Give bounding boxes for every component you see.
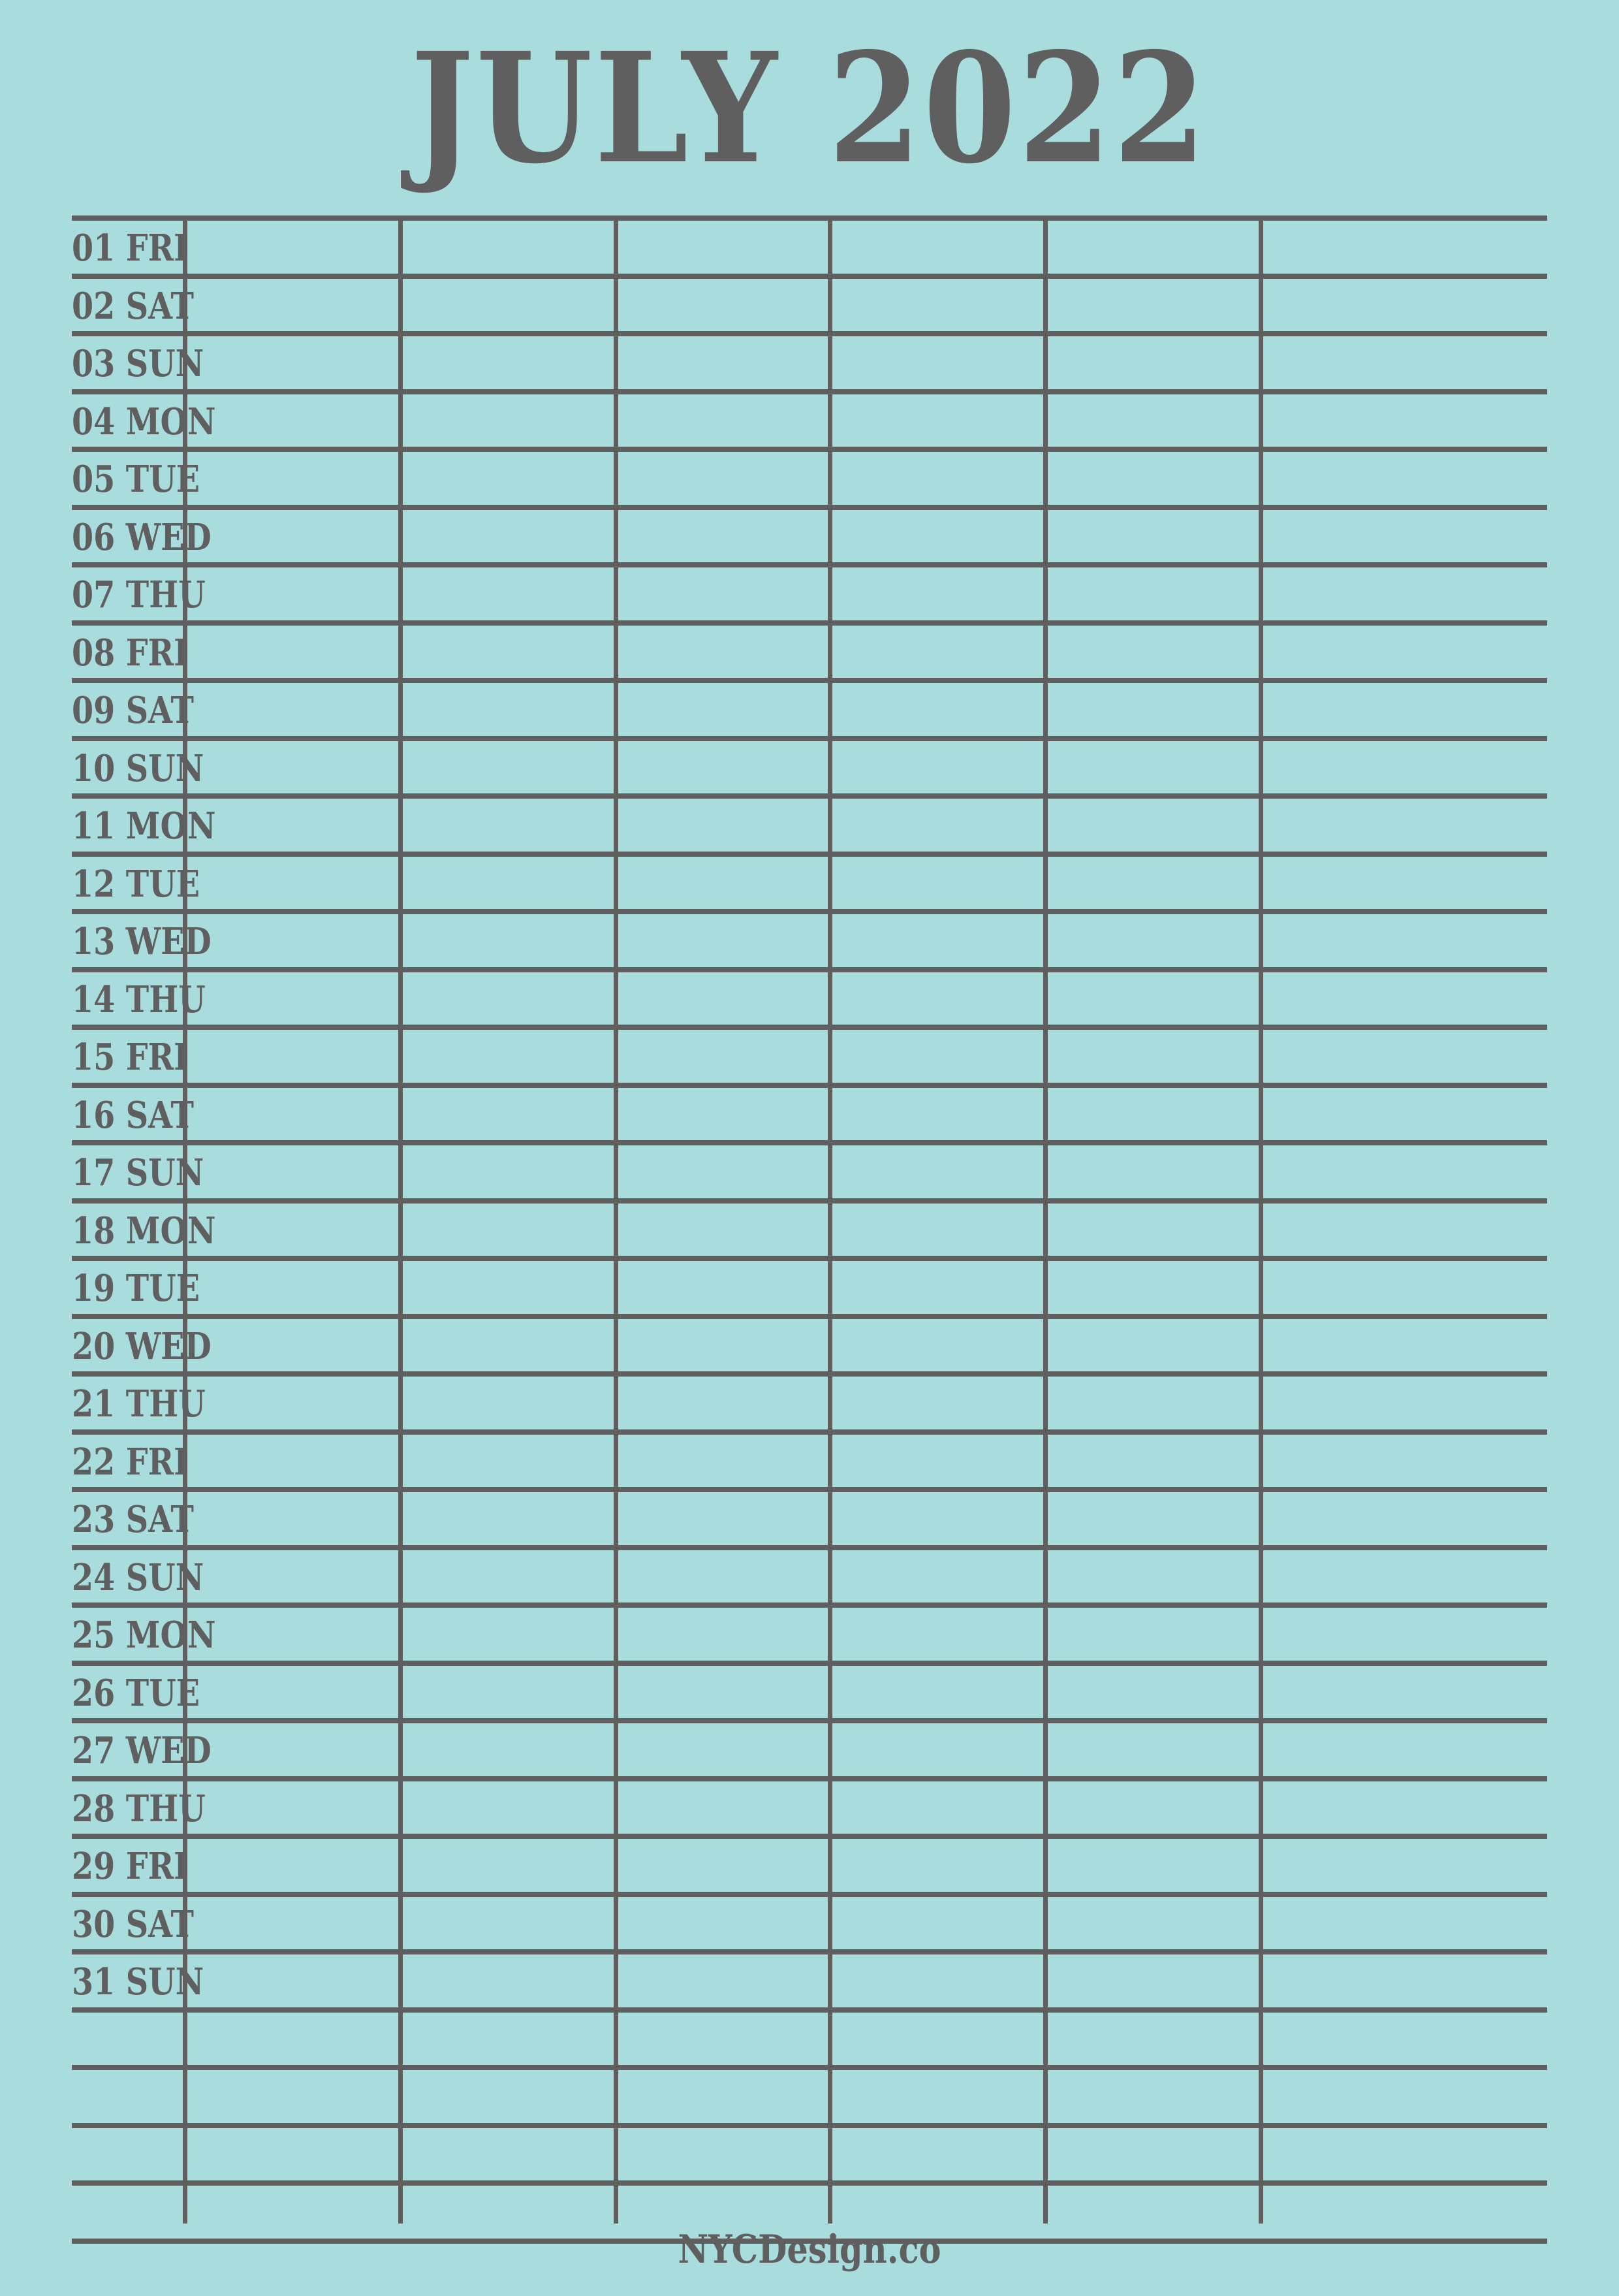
day-label: 31 SUN [72,1960,204,2003]
column-divider [828,215,832,2224]
day-label: 09 SAT [72,689,194,732]
row-divider [72,1602,1547,1608]
row-divider [72,1834,1547,1839]
row-divider [72,505,1547,510]
day-label: 26 TUE [72,1671,200,1715]
column-divider [614,215,618,2224]
day-label: 05 TUE [72,458,200,501]
row-divider [72,1371,1547,1377]
row-divider [72,1429,1547,1435]
row-divider [72,1256,1547,1261]
day-label: 14 THU [72,978,206,1021]
row-divider [72,331,1547,336]
row-divider [72,736,1547,741]
row-divider [72,1661,1547,1666]
row-divider [72,389,1547,394]
row-divider [72,1140,1547,1145]
day-label: 06 WED [72,515,212,559]
row-divider [72,1083,1547,1088]
row-divider [72,447,1547,452]
row-divider [72,620,1547,626]
day-label: 21 THU [72,1382,206,1426]
row-divider [72,852,1547,857]
day-label: 28 THU [72,1787,206,1830]
row-divider [72,909,1547,914]
row-divider [72,274,1547,279]
day-label: 18 MON [72,1209,216,1252]
row-divider [72,1314,1547,1319]
row-divider [72,1949,1547,1954]
day-label: 23 SAT [72,1498,194,1541]
row-divider [72,678,1547,683]
row-divider [72,2007,1547,2013]
day-label: 12 TUE [72,862,200,906]
day-label: 13 WED [72,920,212,963]
row-divider [72,2180,1547,2186]
day-label: 15 FRI [72,1036,189,1079]
column-divider [1043,215,1048,2224]
row-divider [72,1487,1547,1492]
day-label: 17 SUN [72,1151,204,1194]
day-label: 02 SAT [72,284,194,328]
day-label: 10 SUN [72,746,204,790]
day-label: 11 MON [72,805,216,848]
day-label: 24 SUN [72,1555,204,1599]
day-label: 20 WED [72,1324,212,1368]
row-divider [72,1545,1547,1550]
row-divider [72,2065,1547,2070]
row-divider [72,1198,1547,1204]
day-label: 04 MON [72,400,216,443]
day-label: 16 SAT [72,1093,194,1137]
day-label: 27 WED [72,1729,212,1772]
day-label: 03 SUN [72,342,204,385]
row-divider [72,967,1547,972]
day-label: 22 FRI [72,1440,189,1484]
row-divider [72,215,1547,221]
column-divider [1259,215,1263,2224]
day-label: 29 FRI [72,1845,189,1888]
row-divider [72,1776,1547,1781]
day-label: 08 FRI [72,631,189,675]
footer-brand: NYCDesign.co [678,2227,941,2272]
row-divider [72,793,1547,799]
row-divider [72,1892,1547,1897]
row-divider [72,2123,1547,2128]
day-label: 01 FRI [72,227,189,270]
day-label: 30 SAT [72,1902,194,1946]
row-divider [72,1025,1547,1030]
day-label: 07 THU [72,573,206,616]
row-divider [72,562,1547,567]
page-title: JULY 2022 [411,19,1208,197]
column-divider [398,215,403,2224]
planner-grid [72,215,1547,2227]
day-label: 25 MON [72,1614,216,1657]
day-label: 19 TUE [72,1267,200,1310]
row-divider [72,1718,1547,1723]
